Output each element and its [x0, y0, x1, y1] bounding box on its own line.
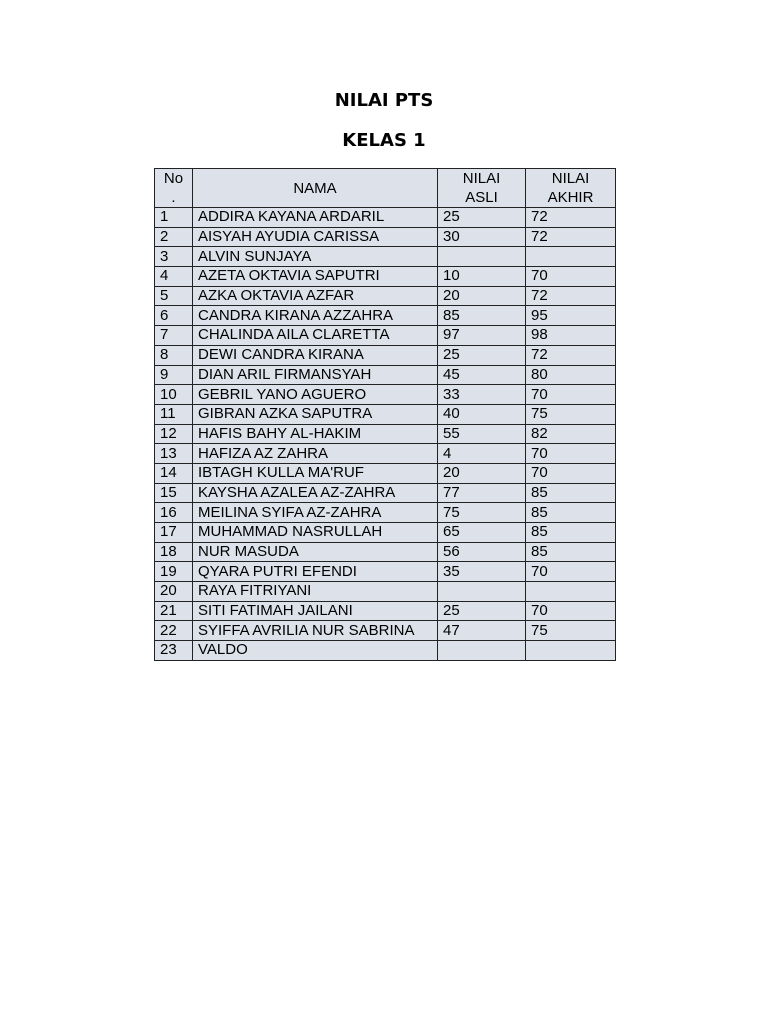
nilai-asli-value: 75: [438, 503, 526, 523]
student-name: AZKA OKTAVIA AZFAR: [193, 286, 438, 306]
nilai-akhir-value: 75: [526, 404, 616, 424]
header-no: [155, 169, 193, 208]
table-row: [155, 227, 616, 247]
nilai-asli-value: 40: [438, 404, 526, 424]
table-body: [155, 208, 616, 661]
table-row: [155, 404, 616, 424]
nilai-akhir-value: [526, 582, 616, 602]
row-number: 7: [155, 326, 193, 346]
row-number: 13: [155, 444, 193, 464]
table-row: [155, 601, 616, 621]
student-name: DIAN ARIL FIRMANSYAH: [193, 365, 438, 385]
nilai-asli-value: 56: [438, 542, 526, 562]
table-row: [155, 503, 616, 523]
nilai-asli-value: 30: [438, 227, 526, 247]
header-nilai-asli: [438, 169, 526, 208]
nilai-akhir-value: 70: [526, 444, 616, 464]
student-name: HAFIZA AZ ZAHRA: [193, 444, 438, 464]
row-number: 5: [155, 286, 193, 306]
row-number: 2: [155, 227, 193, 247]
student-name: GIBRAN AZKA SAPUTRA: [193, 404, 438, 424]
table-row: [155, 424, 616, 444]
header-akhir-line1: NILAI: [551, 170, 590, 187]
nilai-asli-value: 4: [438, 444, 526, 464]
row-number: 17: [155, 523, 193, 543]
table-row: [155, 641, 616, 661]
nilai-asli-value: [438, 582, 526, 602]
nilai-asli-value: 25: [438, 601, 526, 621]
nilai-akhir-value: 70: [526, 562, 616, 582]
nilai-akhir-value: 82: [526, 424, 616, 444]
nilai-asli-value: 20: [438, 286, 526, 306]
nilai-asli-value: 10: [438, 267, 526, 287]
nilai-akhir-value: 70: [526, 601, 616, 621]
table-row: [155, 562, 616, 582]
nilai-akhir-value: 72: [526, 208, 616, 228]
nilai-akhir-value: 80: [526, 365, 616, 385]
table-row: [155, 286, 616, 306]
nilai-asli-value: 35: [438, 562, 526, 582]
table-row: [155, 542, 616, 562]
table-row: [155, 306, 616, 326]
header-nama: NAMA: [193, 169, 438, 208]
table-row: [155, 483, 616, 503]
student-name: QYARA PUTRI EFENDI: [193, 562, 438, 582]
nilai-akhir-value: 72: [526, 286, 616, 306]
nilai-asli-value: 97: [438, 326, 526, 346]
student-name: RAYA FITRIYANI: [193, 582, 438, 602]
nilai-asli-value: 25: [438, 208, 526, 228]
header-no-line1: No: [163, 170, 184, 187]
student-name: SITI FATIMAH JAILANI: [193, 601, 438, 621]
student-name: NUR MASUDA: [193, 542, 438, 562]
row-number: 3: [155, 247, 193, 267]
header-nilai-akhir: [526, 169, 616, 208]
row-number: 12: [155, 424, 193, 444]
row-number: 18: [155, 542, 193, 562]
nilai-asli-value: 65: [438, 523, 526, 543]
page-title: NILAI PTS: [334, 90, 434, 111]
row-number: 15: [155, 483, 193, 503]
table-row: [155, 267, 616, 287]
table-row: [155, 385, 616, 405]
student-name: HAFIS BAHY AL-HAKIM: [193, 424, 438, 444]
table-row: [155, 523, 616, 543]
header-akhir-line2: AKHIR: [547, 189, 594, 206]
header-asli-line1: NILAI: [462, 170, 501, 187]
row-number: 22: [155, 621, 193, 641]
nilai-akhir-value: [526, 247, 616, 267]
student-name: ADDIRA KAYANA ARDARIL: [193, 208, 438, 228]
nilai-asli-value: 20: [438, 463, 526, 483]
student-name: AZETA OKTAVIA SAPUTRI: [193, 267, 438, 287]
nilai-akhir-value: 70: [526, 463, 616, 483]
table-row: [155, 326, 616, 346]
row-number: 6: [155, 306, 193, 326]
header-no-line2: .: [171, 189, 176, 206]
student-name: ALVIN SUNJAYA: [193, 247, 438, 267]
student-name: KAYSHA AZALEA AZ-ZAHRA: [193, 483, 438, 503]
nilai-asli-value: [438, 247, 526, 267]
table-header: [155, 169, 616, 208]
table-row: [155, 444, 616, 464]
table-row: [155, 463, 616, 483]
nilai-akhir-value: 85: [526, 503, 616, 523]
row-number: 21: [155, 601, 193, 621]
row-number: 11: [155, 404, 193, 424]
nilai-asli-value: 47: [438, 621, 526, 641]
nilai-asli-value: [438, 641, 526, 661]
nilai-akhir-value: 95: [526, 306, 616, 326]
nilai-asli-value: 55: [438, 424, 526, 444]
student-name: CANDRA KIRANA AZZAHRA: [193, 306, 438, 326]
nilai-asli-value: 77: [438, 483, 526, 503]
nilai-asli-value: 85: [438, 306, 526, 326]
nilai-asli-value: 25: [438, 345, 526, 365]
nilai-akhir-value: 70: [526, 267, 616, 287]
nilai-asli-value: 45: [438, 365, 526, 385]
header-row: [155, 169, 616, 208]
row-number: 10: [155, 385, 193, 405]
student-name: AISYAH AYUDIA CARISSA: [193, 227, 438, 247]
table-row: [155, 345, 616, 365]
student-name: CHALINDA AILA CLARETTA: [193, 326, 438, 346]
nilai-akhir-value: 85: [526, 483, 616, 503]
row-number: 4: [155, 267, 193, 287]
row-number: 16: [155, 503, 193, 523]
table-row: [155, 247, 616, 267]
student-name: MEILINA SYIFA AZ-ZAHRA: [193, 503, 438, 523]
nilai-akhir-value: 85: [526, 523, 616, 543]
nilai-asli-value: 33: [438, 385, 526, 405]
row-number: 9: [155, 365, 193, 385]
nilai-akhir-value: 70: [526, 385, 616, 405]
header-asli-line2: ASLI: [465, 189, 498, 206]
grades-table: [154, 168, 616, 661]
row-number: 23: [155, 641, 193, 661]
table-row: [155, 621, 616, 641]
table-row: [155, 208, 616, 228]
row-number: 19: [155, 562, 193, 582]
student-name: SYIFFA AVRILIA NUR SABRINA: [193, 621, 438, 641]
student-name: VALDO: [193, 641, 438, 661]
nilai-akhir-value: 72: [526, 345, 616, 365]
table-row: [155, 365, 616, 385]
row-number: 8: [155, 345, 193, 365]
student-name: IBTAGH KULLA MA'RUF: [193, 463, 438, 483]
student-name: DEWI CANDRA KIRANA: [193, 345, 438, 365]
nilai-akhir-value: 75: [526, 621, 616, 641]
page-subtitle: KELAS 1: [342, 130, 426, 151]
nilai-akhir-value: [526, 641, 616, 661]
table-row: [155, 582, 616, 602]
nilai-akhir-value: 72: [526, 227, 616, 247]
student-name: MUHAMMAD NASRULLAH: [193, 523, 438, 543]
row-number: 14: [155, 463, 193, 483]
row-number: 1: [155, 208, 193, 228]
nilai-akhir-value: 98: [526, 326, 616, 346]
student-name: GEBRIL YANO AGUERO: [193, 385, 438, 405]
row-number: 20: [155, 582, 193, 602]
nilai-akhir-value: 85: [526, 542, 616, 562]
